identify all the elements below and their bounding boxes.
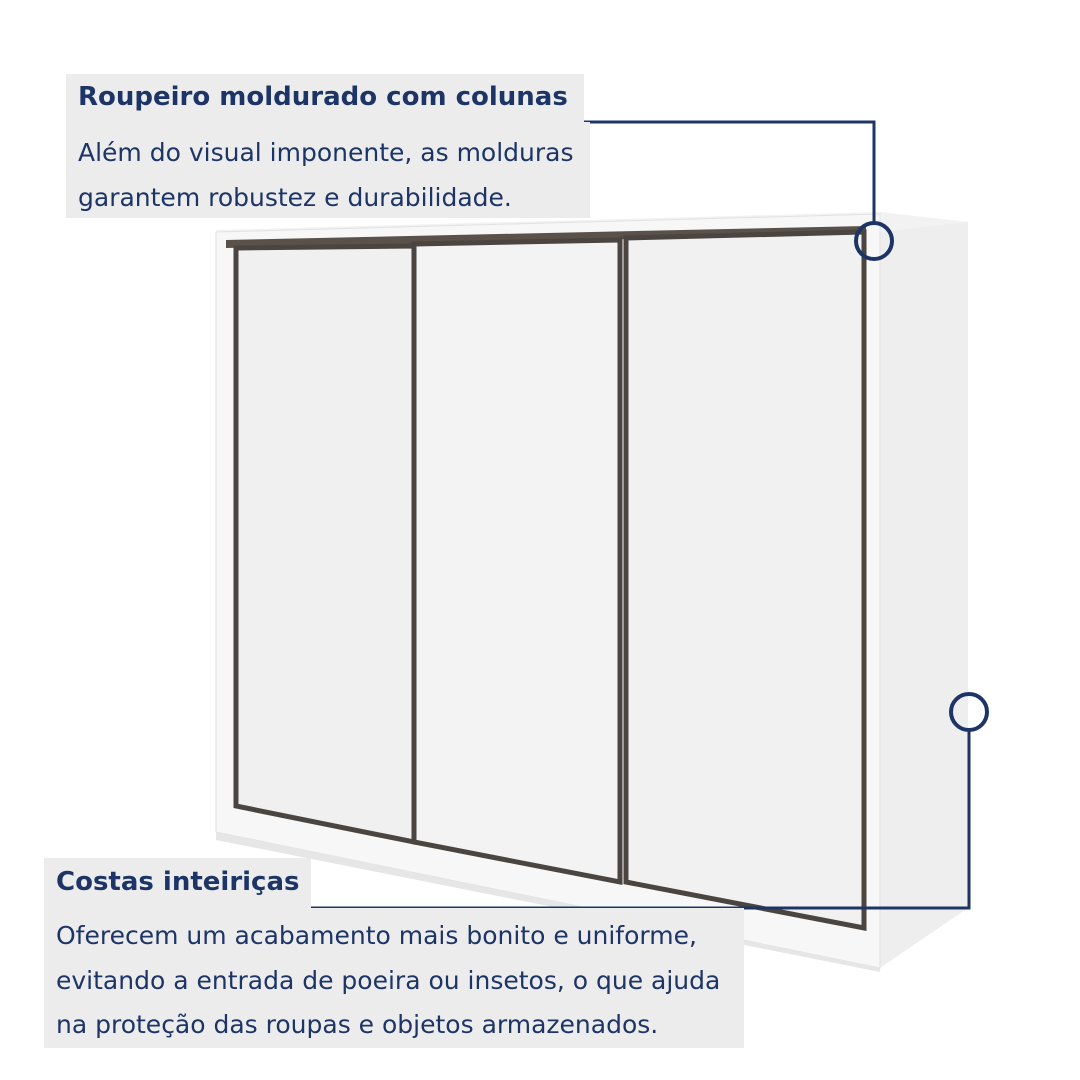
callout-bottom-line-2: evitando a entrada de poeira ou insetos, o que ajuda <box>56 965 721 995</box>
callout-bottom-line-3: na proteção das roupas e objetos armazenados. <box>56 1010 659 1039</box>
sliding-door-center <box>414 240 620 882</box>
wardrobe-side-panel <box>880 222 968 968</box>
callout-top-description <box>66 122 590 218</box>
sliding-door-right <box>626 232 864 928</box>
callout-top-title: Roupeiro moldurado com colunas <box>66 74 584 122</box>
callout-top-line-2: garantem robustez e durabilidade. <box>78 183 512 212</box>
callout-bottom-line-1: Oferecem um acabamento mais bonito e uniforme, <box>56 921 697 950</box>
callout-top-line-1: Além do visual imponente, as molduras <box>78 138 574 167</box>
callout-bottom-description <box>44 908 744 1048</box>
sliding-door-left <box>236 246 414 842</box>
callout-bottom-title: Costas inteiriças <box>44 858 311 908</box>
